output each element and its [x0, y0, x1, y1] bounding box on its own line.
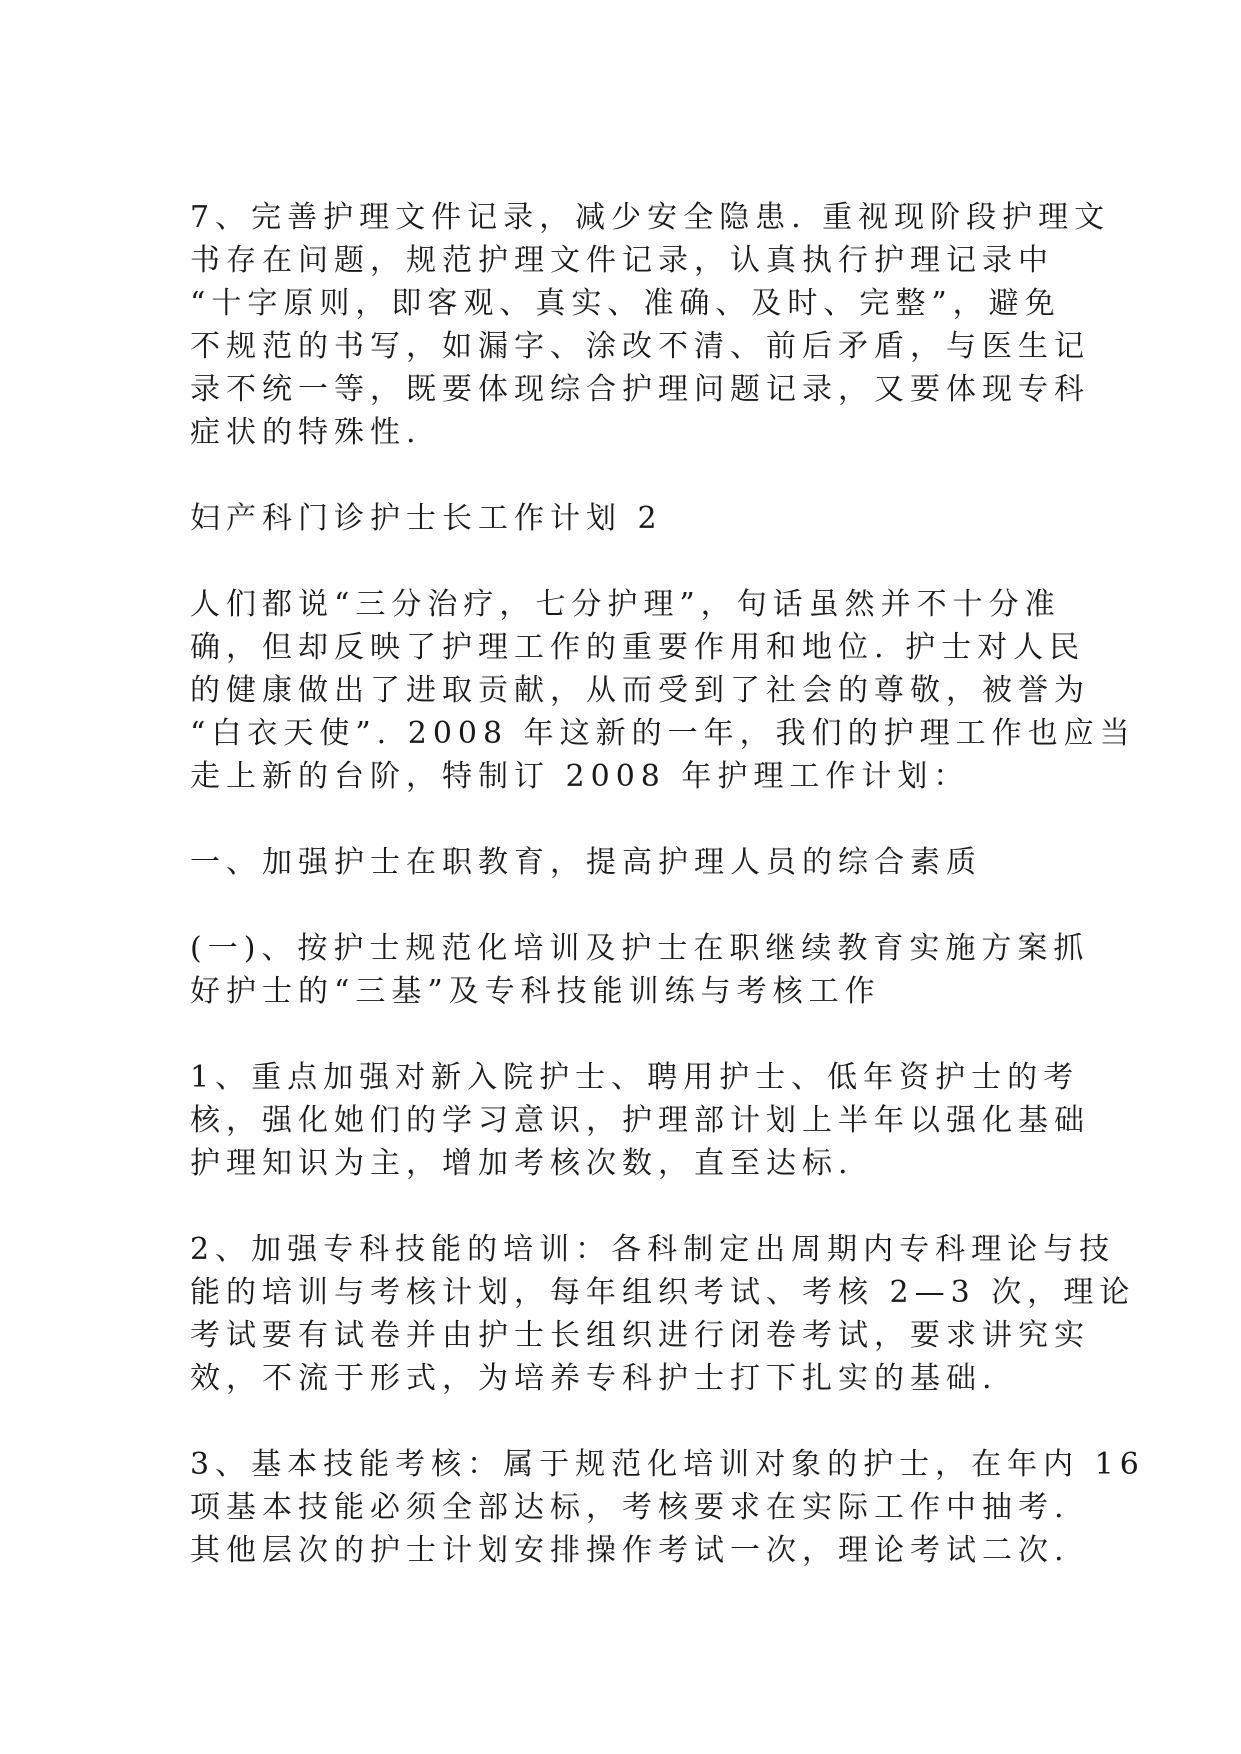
- text-line: 2、加强专科技能的培训：各科制定出周期内专科理论与技: [190, 1232, 1116, 1267]
- text-line: 走上新的台阶，特制订 2008 年护理工作计划：: [190, 759, 970, 794]
- text-line: 7、完善护理文件记录，减少安全隐患. 重视现阶段护理文: [190, 200, 1111, 235]
- paragraph-item-1: [190, 1056, 1090, 1185]
- paragraph-item-2: [190, 1228, 1136, 1400]
- text-line: “白衣天使”. 2008 年这新的一年，我们的护理工作也应当: [190, 716, 1136, 751]
- document-page: [190, 196, 1145, 1615]
- text-line: 1、重点加强对新入院护士、聘用护士、低年资护士的考: [190, 1060, 1080, 1095]
- text-line: 书存在问题，规范护理文件记录，认真执行护理记录中: [190, 243, 1054, 278]
- text-line: 项基本技能必须全部达标，考核要求在实际工作中抽考.: [190, 1490, 1070, 1525]
- subheading-one: [190, 841, 1070, 884]
- text-line: 不规范的书写，如漏字、涂改不清、前后矛盾，与医生记: [190, 329, 1090, 364]
- section-heading: [190, 497, 1070, 540]
- paragraph-record-keeping: [190, 196, 1111, 454]
- text-line: 一、加强护士在职教育，提高护理人员的综合素质: [190, 845, 982, 880]
- text-line: 的健康做出了进取贡献，从而受到了社会的尊敬，被誉为: [190, 673, 1090, 708]
- text-line: 症状的特殊性.: [190, 415, 422, 450]
- text-line: 护理知识为主，增加考核次数，直至达标.: [190, 1146, 854, 1181]
- text-line: (一)、按护士规范化培训及护士在职继续教育实施方案抓: [190, 931, 1090, 966]
- text-line: 3、基本技能考核：属于规范化培训对象的护士，在年内 16: [190, 1447, 1145, 1482]
- paragraph-item-3: [190, 1443, 1145, 1572]
- heading-line: 妇产科门诊护士长工作计划 2: [190, 501, 663, 536]
- text-line: 好护士的“三基”及专科技能训练与考核工作: [190, 974, 881, 1009]
- text-line: 能的培训与考核计划，每年组织考试、考核 2—3 次，理论: [190, 1275, 1136, 1310]
- text-line: 人们都说“三分治疗，七分护理”，句话虽然并不十分准: [190, 587, 1061, 622]
- text-line: “十字原则，即客观、真实、准确、及时、完整”，避免: [190, 286, 1061, 321]
- text-line: 考试要有试卷并由护士长组织进行闭卷考试，要求讲究实: [190, 1318, 1090, 1353]
- paragraph-intro: [190, 583, 1136, 798]
- text-line: 录不统一等，既要体现综合护理问题记录，又要体现专科: [190, 372, 1090, 407]
- text-line: 其他层次的护士计划安排操作考试一次，理论考试二次.: [190, 1533, 1070, 1568]
- subheading-one-a: [190, 927, 1090, 1013]
- text-line: 确，但却反映了护理工作的重要作用和地位. 护士对人民: [190, 630, 1086, 665]
- text-line: 核，强化她们的学习意识，护理部计划上半年以强化基础: [190, 1103, 1090, 1138]
- text-line: 效，不流于形式，为培养专科护士打下扎实的基础.: [190, 1361, 998, 1396]
